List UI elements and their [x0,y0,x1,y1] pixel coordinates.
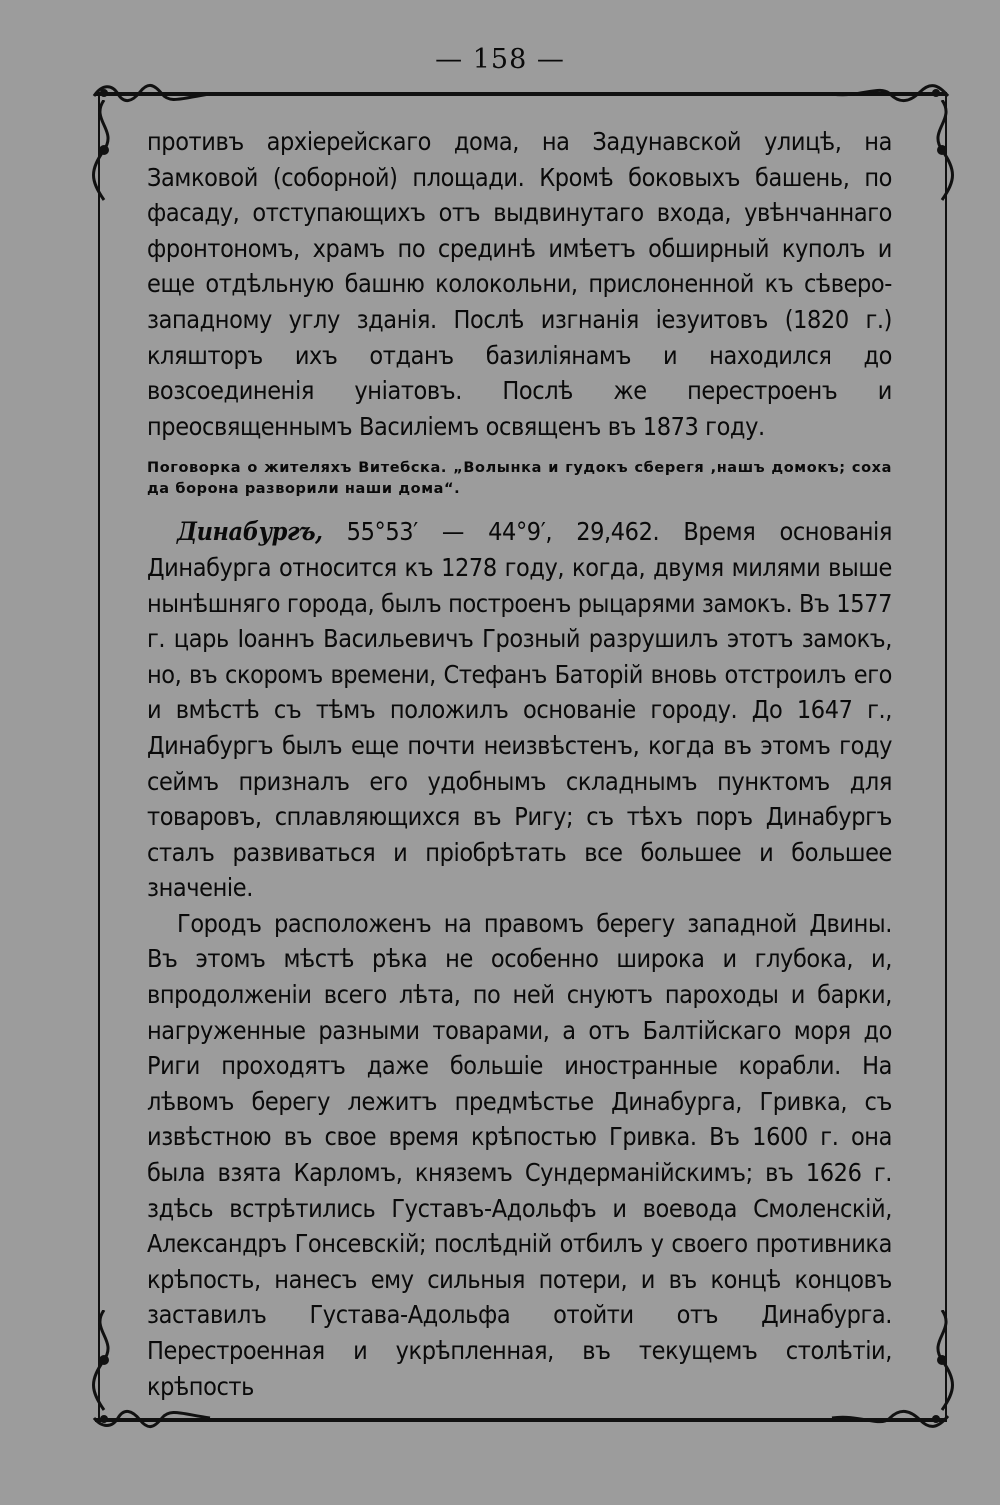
city-name-dinaburg: Динабургъ, [177,517,323,547]
page-number: — 158 — [435,44,565,75]
frame-top-rule [95,92,945,96]
dinaburg-history-text: 55°53′ — 44°9′, 29,462. Время основанія Динабурга относится къ 1278 году, когда, двумя милями выше нынѣшняго города, былъ построенъ рыцарями замокъ. Въ 1577 г. царь Іоаннъ Васильевичъ Грозный разрушилъ этотъ замокъ, но, въ скоромъ времени, Стефанъ Баторій вновь отстроилъ его и вмѣстѣ съ тѣмъ положилъ основаніе городу. До 1647 г., Динабургъ былъ еще почти неизвѣстенъ, когда въ этомъ году сеймъ призналъ его удобнымъ складнымъ пунктомъ для товаровъ, сплавляющихся въ Ригу; съ тѣхъ поръ Динабургъ сталъ развиваться и пріобрѣтать все большее и большее значеніе. [147,517,892,903]
ornament-right-top-icon [922,100,962,210]
paragraph-dinaburg-location: Городъ расположенъ на правомъ берегу западной Двины. Въ этомъ мѣстѣ рѣка не особенно широка и глубока, и, впродолженіи всего лѣта, по ней снуютъ пароходы и барки, нагруженные разными товарами, а отъ Балтійскаго моря до Риги проходятъ даже большіе иностранные корабли. На лѣвомъ берегу лежитъ предмѣстье Динабурга, Гривка, съ извѣстною въ свое время крѣпостью Гривка. Въ 1600 г. она была взята Карломъ, княземъ Сундерманійскимъ; въ 1626 г. здѣсь встрѣтились Густавъ-Адольфъ и воевода Смоленскій, Александръ Гонсевскій; послѣдній отбилъ у своего противника крѣпость, нанесъ ему сильныя потери, и въ концѣ концовъ заставилъ Густава-Адольфа отойти отъ Динабурга. Перестроенная и укрѣпленная, въ текущемъ столѣтіи, крѣпость [147,908,892,1401]
frame-bottom-rule [95,1418,945,1422]
body-text [147,124,892,1404]
ornament-right-bottom-icon [922,1310,962,1420]
ornament-left-top-icon [84,100,124,210]
vitebsk-saying-note: Поговорка о жителяхъ Витебска. „Волынка и гудокъ сберегя ,нашъ домокъ; соха да борона разворили наши дома“. [147,460,892,498]
paragraph-dinaburg-history [147,514,892,906]
ornament-left-bottom-icon [84,1310,124,1420]
paragraph-polotsk-church: противъ архіерейскаго дома, на Задунавской улицѣ, на Замковой (соборной) площади. Кромѣ боковыхъ башень, по фасаду, отступающихъ отъ выдвинутаго входа, увѣнчаннаго фронтономъ, храмъ по срединѣ имѣетъ обширный куполъ и еще отдѣльную башню колокольни, прислоненной къ сѣверо-западному углу зданія. Послѣ изгнанія іезуитовъ (1820 г.) кляшторъ ихъ отданъ базиліянамъ и находился до возсоединенія уніатовъ. Послѣ же перестроенъ и преосвященнымъ Василіемъ освященъ въ 1873 году. [147,127,892,441]
